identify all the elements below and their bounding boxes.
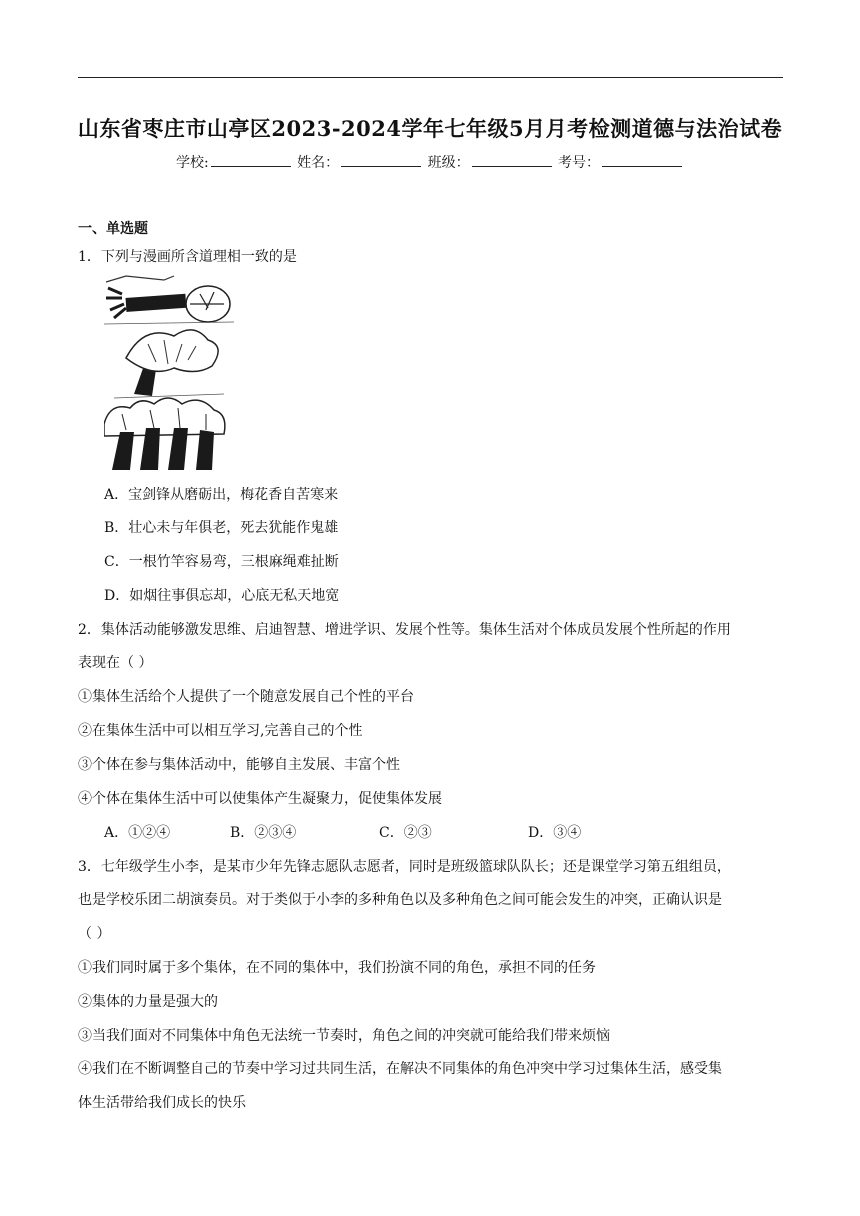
q1-stem: 1．下列与漫画所含道理相一致的是 bbox=[78, 249, 297, 265]
exam-no-label: 考号： bbox=[558, 155, 601, 171]
name-blank[interactable] bbox=[341, 154, 421, 167]
q1-option-b[interactable]: B．壮心未与年俱老，死去犹能作鬼雄 bbox=[104, 520, 339, 536]
cartoon-panel-tree-group bbox=[104, 398, 225, 470]
header-rule bbox=[78, 77, 783, 78]
q2-option-c[interactable]: C．②③ bbox=[379, 825, 432, 841]
q3-statement-2: ②集体的力量是强大的 bbox=[78, 994, 218, 1010]
class-label: 班级： bbox=[427, 155, 470, 171]
exam-no-blank[interactable] bbox=[602, 154, 682, 167]
q3-statement-1: ①我们同时属于多个集体，在不同的集体中，我们扮演不同的角色，承担不同的任务 bbox=[78, 960, 596, 976]
q3-statement-4-cont: 体生活带给我们成长的快乐 bbox=[78, 1095, 246, 1111]
school-label: 学校: bbox=[175, 155, 209, 171]
q2-stem-line1: 2．集体活动能够激发思维、启迪智慧、增进学识、发展个性等。集体生活对个体成员发展个性所起的作用 bbox=[78, 622, 731, 638]
cartoon-trees-image bbox=[104, 274, 234, 470]
page-title: 山东省枣庄市山亭区2023-2024学年七年级5月月考检测道德与法治试卷 bbox=[77, 116, 783, 141]
q2-statement-1: ①集体生活给个人提供了一个随意发展自己个性的平台 bbox=[78, 689, 414, 705]
section-heading: 一、单选题 bbox=[78, 221, 148, 237]
q2-statement-3: ③个体在参与集体活动中，能够自主发展、丰富个性 bbox=[78, 757, 400, 773]
q3-stem-line3: （ ） bbox=[78, 926, 111, 942]
q3-stem-line2: 也是学校乐团二胡演奏员。对于类似于小李的多种角色以及多种角色之间可能会发生的冲突，正确认识是 bbox=[78, 892, 722, 908]
q2-option-a[interactable]: A．①②④ bbox=[104, 825, 171, 841]
q1-option-a[interactable]: A．宝剑锋从磨砺出，梅花香自苦寒来 bbox=[104, 487, 339, 503]
q1-option-c[interactable]: C．一根竹竿容易弯，三根麻绳难扯断 bbox=[104, 554, 339, 570]
q3-statement-4: ④我们在不断调整自己的节奏中学习过共同生活，在解决不同集体的角色冲突中学习过集体生活，感受集 bbox=[78, 1061, 722, 1077]
school-blank[interactable] bbox=[211, 154, 291, 167]
q2-option-b[interactable]: B．②③④ bbox=[230, 825, 297, 841]
cartoon-panel-single-tree bbox=[114, 330, 224, 398]
student-info-line bbox=[0, 152, 860, 172]
q2-stem-line2: 表现在（ ） bbox=[78, 655, 153, 671]
cartoon-panel-fallen-tree bbox=[104, 276, 234, 324]
q2-option-d[interactable]: D．③④ bbox=[528, 825, 582, 841]
q2-statement-2: ②在集体生活中可以相互学习,完善自己的个性 bbox=[78, 723, 363, 739]
name-label: 姓名： bbox=[297, 155, 340, 171]
q3-stem-line1: 3．七年级学生小李，是某市少年先锋志愿队志愿者，同时是班级篮球队队长；还是课堂学习第五组组员， bbox=[78, 859, 731, 875]
class-blank[interactable] bbox=[472, 154, 552, 167]
q1-option-d[interactable]: D．如烟往事俱忘却，心底无私天地宽 bbox=[104, 588, 340, 604]
q2-statement-4: ④个体在集体生活中可以使集体产生凝聚力，促使集体发展 bbox=[78, 791, 442, 807]
q3-statement-3: ③当我们面对不同集体中角色无法统一节奏时，角色之间的冲突就可能给我们带来烦恼 bbox=[78, 1028, 610, 1044]
